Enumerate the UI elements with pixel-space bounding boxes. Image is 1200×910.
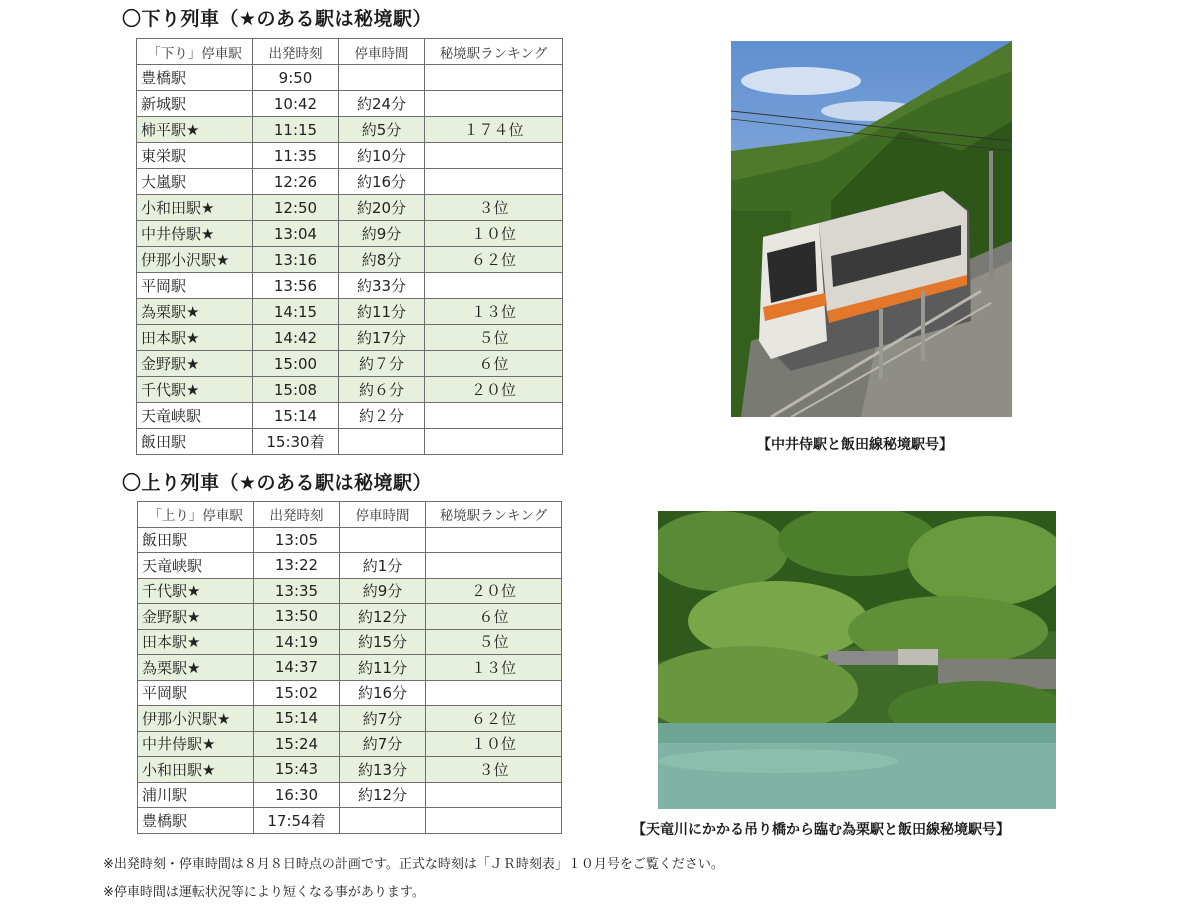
station-cell: 中井侍駅★ [137, 221, 253, 247]
ranking-cell [426, 808, 562, 834]
table-row [137, 143, 563, 169]
departure-time-cell: 10:42 [253, 91, 339, 117]
table-row [138, 604, 562, 630]
station-cell: 田本駅★ [138, 629, 254, 655]
station-cell: 小和田駅★ [137, 195, 253, 221]
ranking-cell [425, 169, 563, 195]
column-header: 秘境駅ランキング [425, 39, 563, 65]
departure-time-cell: 15:24 [254, 731, 340, 757]
departure-time-cell: 14:19 [254, 629, 340, 655]
table-row [137, 351, 563, 377]
station-cell: 飯田駅 [138, 527, 254, 553]
station-cell: 中井侍駅★ [138, 731, 254, 757]
ranking-cell: ６位 [426, 604, 562, 630]
table-row [137, 221, 563, 247]
ranking-cell [425, 403, 563, 429]
ranking-cell: １０位 [425, 221, 563, 247]
station-cell: 飯田駅 [137, 429, 253, 455]
ranking-cell: １０位 [426, 731, 562, 757]
ranking-cell: １３位 [425, 299, 563, 325]
table-row [137, 273, 563, 299]
stop-duration-cell: 約7分 [340, 731, 426, 757]
table-row [138, 553, 562, 579]
table-row [137, 195, 563, 221]
departure-time-cell: 11:15 [253, 117, 339, 143]
departure-time-cell: 15:02 [254, 680, 340, 706]
ranking-cell: ２０位 [426, 578, 562, 604]
ranking-cell [426, 553, 562, 579]
stop-duration-cell: 約13分 [340, 757, 426, 783]
column-header: 停車時間 [339, 39, 425, 65]
ranking-cell [426, 680, 562, 706]
table-row [137, 65, 563, 91]
table-row [138, 782, 562, 808]
nakaizamurai-station-train-photo [731, 41, 1012, 417]
departure-time-cell: 13:04 [253, 221, 339, 247]
sugurimotochi-station-view-photo [658, 511, 1056, 809]
stop-duration-cell: 約12分 [340, 604, 426, 630]
departure-time-cell: 13:35 [254, 578, 340, 604]
departure-time-cell: 15:30着 [253, 429, 339, 455]
table-row [137, 247, 563, 273]
stop-duration-cell: 約7分 [340, 706, 426, 732]
stop-duration-cell [340, 808, 426, 834]
table-row [138, 757, 562, 783]
stop-duration-cell: 約9分 [339, 221, 425, 247]
table-row [137, 91, 563, 117]
stop-duration-cell: 約20分 [339, 195, 425, 221]
table-row [137, 169, 563, 195]
station-cell: 田本駅★ [137, 325, 253, 351]
ranking-cell [425, 91, 563, 117]
station-cell: 伊那小沢駅★ [137, 247, 253, 273]
ranking-cell: ３位 [426, 757, 562, 783]
stop-duration-cell: 約24分 [339, 91, 425, 117]
station-cell: 平岡駅 [138, 680, 254, 706]
ranking-cell: ５位 [425, 325, 563, 351]
stop-duration-cell [339, 65, 425, 91]
station-cell: 大嵐駅 [137, 169, 253, 195]
table-row [138, 527, 562, 553]
departure-time-cell: 15:43 [254, 757, 340, 783]
station-cell: 浦川駅 [138, 782, 254, 808]
station-cell: 平岡駅 [137, 273, 253, 299]
column-header: 「上り」停車駅 [138, 502, 254, 528]
ranking-cell: ３位 [425, 195, 563, 221]
schedule-note: ※出発時刻・停車時間は８月８日時点の計画です。正式な時刻は「ＪＲ時刻表」１０月号をご覧ください。 [103, 857, 724, 872]
ranking-cell: ５位 [426, 629, 562, 655]
departure-time-cell: 13:16 [253, 247, 339, 273]
stop-duration-cell: 約７分 [339, 351, 425, 377]
ranking-cell: ６位 [425, 351, 563, 377]
table-header-row [137, 39, 563, 65]
ranking-cell [425, 429, 563, 455]
table-row [138, 731, 562, 757]
stop-duration-cell: 約5分 [339, 117, 425, 143]
ranking-cell [425, 65, 563, 91]
stop-duration-cell: 約12分 [340, 782, 426, 808]
table-row [137, 429, 563, 455]
ranking-cell: １７４位 [425, 117, 563, 143]
table-row [137, 117, 563, 143]
station-cell: 天竜峡駅 [138, 553, 254, 579]
ranking-cell [425, 273, 563, 299]
station-cell: 新城駅 [137, 91, 253, 117]
stop-duration-cell [339, 429, 425, 455]
down-train-heading: 〇下り列車（★のある駅は秘境駅） [122, 8, 433, 30]
table-row [138, 655, 562, 681]
departure-time-cell: 14:42 [253, 325, 339, 351]
station-cell: 伊那小沢駅★ [138, 706, 254, 732]
station-cell: 金野駅★ [137, 351, 253, 377]
stop-duration-cell: 約15分 [340, 629, 426, 655]
stop-duration-cell: 約8分 [339, 247, 425, 273]
table-row [137, 325, 563, 351]
stop-duration-cell: 約33分 [339, 273, 425, 299]
train-photo-caption: 【中井侍駅と飯田線秘境駅号】 [757, 437, 953, 453]
station-cell: 為栗駅★ [137, 299, 253, 325]
column-header: 出発時刻 [253, 39, 339, 65]
departure-time-cell: 16:30 [254, 782, 340, 808]
station-cell: 豊橋駅 [138, 808, 254, 834]
table-row [138, 706, 562, 732]
stop-duration-cell: 約10分 [339, 143, 425, 169]
table-row [138, 578, 562, 604]
station-cell: 東栄駅 [137, 143, 253, 169]
table-row [138, 680, 562, 706]
stop-duration-cell: 約２分 [339, 403, 425, 429]
down-timetable [136, 38, 563, 455]
column-header: 「下り」停車駅 [137, 39, 253, 65]
station-cell: 金野駅★ [138, 604, 254, 630]
stop-duration-cell: 約11分 [339, 299, 425, 325]
table-row [138, 808, 562, 834]
departure-time-cell: 15:14 [253, 403, 339, 429]
departure-time-cell: 13:05 [254, 527, 340, 553]
station-cell: 千代駅★ [137, 377, 253, 403]
ranking-cell: ６２位 [426, 706, 562, 732]
stop-time-note: ※停車時間は運転状況等により短くなる事があります。 [103, 885, 425, 900]
up-timetable [137, 501, 562, 834]
ranking-cell [426, 527, 562, 553]
table-header-row [138, 502, 562, 528]
departure-time-cell: 15:08 [253, 377, 339, 403]
table-row [137, 377, 563, 403]
departure-time-cell: 17:54着 [254, 808, 340, 834]
column-header: 秘境駅ランキング [426, 502, 562, 528]
stop-duration-cell: 約9分 [340, 578, 426, 604]
stop-duration-cell: 約16分 [339, 169, 425, 195]
departure-time-cell: 9:50 [253, 65, 339, 91]
ranking-cell [426, 782, 562, 808]
table-row [137, 299, 563, 325]
station-cell: 小和田駅★ [138, 757, 254, 783]
stop-duration-cell: 約16分 [340, 680, 426, 706]
station-cell: 天竜峡駅 [137, 403, 253, 429]
ranking-cell [425, 143, 563, 169]
departure-time-cell: 15:00 [253, 351, 339, 377]
departure-time-cell: 12:26 [253, 169, 339, 195]
stop-duration-cell: 約1分 [340, 553, 426, 579]
stop-duration-cell: 約６分 [339, 377, 425, 403]
stop-duration-cell [340, 527, 426, 553]
departure-time-cell: 13:22 [254, 553, 340, 579]
station-cell: 為栗駅★ [138, 655, 254, 681]
bridge-photo-caption: 【天竜川にかかる吊り橋から臨む為栗駅と飯田線秘境駅号】 [632, 822, 1010, 838]
column-header: 出発時刻 [254, 502, 340, 528]
ranking-cell: １３位 [426, 655, 562, 681]
departure-time-cell: 11:35 [253, 143, 339, 169]
departure-time-cell: 14:15 [253, 299, 339, 325]
station-cell: 千代駅★ [138, 578, 254, 604]
stop-duration-cell: 約11分 [340, 655, 426, 681]
departure-time-cell: 15:14 [254, 706, 340, 732]
up-train-heading: 〇上り列車（★のある駅は秘境駅） [122, 472, 433, 494]
table-row [137, 403, 563, 429]
column-header: 停車時間 [340, 502, 426, 528]
station-cell: 豊橋駅 [137, 65, 253, 91]
stop-duration-cell: 約17分 [339, 325, 425, 351]
departure-time-cell: 13:50 [254, 604, 340, 630]
ranking-cell: ６２位 [425, 247, 563, 273]
departure-time-cell: 14:37 [254, 655, 340, 681]
departure-time-cell: 12:50 [253, 195, 339, 221]
table-row [138, 629, 562, 655]
ranking-cell: ２０位 [425, 377, 563, 403]
station-cell: 柿平駅★ [137, 117, 253, 143]
departure-time-cell: 13:56 [253, 273, 339, 299]
